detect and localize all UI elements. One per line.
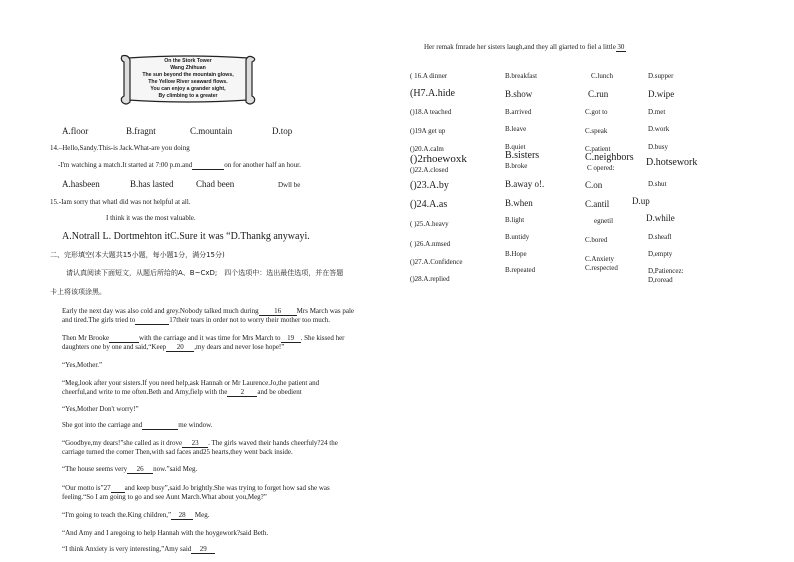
answer-22-q: ()22.A.closed xyxy=(410,166,449,174)
answer-24-b: B.when xyxy=(505,198,533,208)
q14-stem: 14.–Hello,Sandy.This-is Jack.What-are you doing xyxy=(50,144,190,152)
passage-line-15: “I'm going to teach the.King children,” 28 Meg. xyxy=(62,511,210,519)
answer-28-d2: D,roread xyxy=(648,276,673,284)
answer-19-q: ()19A get up xyxy=(410,127,446,135)
passage-line-13: “Our motto is”27 and keep busy”,said Jo brightly.She was trying to forget how sad she was xyxy=(62,484,330,492)
q14-option-b: B.has lasted xyxy=(130,179,174,189)
section2-instruction-1: 请认真阅读下面短文，从题后所给的A、B~CxD; 四个选项中：选出最佳选项，并在答题 xyxy=(66,269,344,277)
passage-line-12: “The house seems very 26 now.”said Meg. xyxy=(62,465,198,473)
q14-line2-text: -I'm watching a match.It started at 7:00 p.m.and xyxy=(58,161,193,169)
answer-23-d: D.shut xyxy=(648,180,667,188)
answer-25-c: egnetil xyxy=(594,217,614,225)
answer-18-q: ()18.A teached xyxy=(410,108,452,116)
answer-16-d: D.supper xyxy=(648,72,674,80)
answer-18-d: D.met xyxy=(648,108,666,116)
q15-line2: I think it was the most valuable. xyxy=(106,214,196,222)
q14-blank xyxy=(192,161,224,170)
answer-24-d: D.up xyxy=(632,196,650,206)
answer-25-d: D.while xyxy=(646,213,675,223)
blank-28: 28 xyxy=(171,511,193,520)
answer-17-c: C.run xyxy=(588,89,609,99)
answer-20-b: B.quiet xyxy=(505,143,526,151)
answer-16-b: B.breakfast xyxy=(505,72,538,80)
answer-17-q: (H7.A.hide xyxy=(410,88,455,99)
answer-25-b: B.light xyxy=(505,216,525,224)
q14-line2 xyxy=(58,161,301,170)
answer-27-c: C.Anxiety xyxy=(585,255,614,263)
passage-line-17: “I think Anxiety is very interesting,”Amy said 29 xyxy=(62,545,215,554)
answer-27-q: ()27.A.Confidence xyxy=(410,258,463,266)
answer-21-d: D.hotsework xyxy=(646,157,698,168)
poem-line-2: The Yellow River seaward flows. xyxy=(148,79,228,85)
q14-line2-end: on for another half an hour. xyxy=(224,161,301,169)
passage-line-16: “And Amy and I aregoing to help Hannah with the hoygework?said Beth. xyxy=(62,529,269,537)
q14-option-c: Chad been xyxy=(196,179,235,189)
answer-17-d: D.wipe xyxy=(648,89,675,99)
answer-26-d: D.sheafl xyxy=(648,233,672,241)
answer-28-b: B.repeated xyxy=(505,266,536,274)
answer-24-q: ()24.A.as xyxy=(410,199,448,210)
poem-line-1: The sun beyond the mountain glows, xyxy=(142,72,234,78)
answer-23-c: C.on xyxy=(585,180,603,190)
answer-19-d: D.work xyxy=(648,125,670,133)
answer-22-c: C opered: xyxy=(587,164,615,172)
answer-18-b: B.arrived xyxy=(505,108,532,116)
passage-line-2: and tired.The girls tried to 17their tears in order not to worry their mother too much. xyxy=(62,316,331,324)
answer-22-b: B.broke xyxy=(505,162,528,170)
q14-option-d: Dwll be xyxy=(278,181,301,189)
passage-line-5: “Yes,Mother.” xyxy=(62,361,103,369)
answer-24-c: C.antil xyxy=(585,199,610,209)
blank-23: 23 xyxy=(182,439,208,448)
passage-line-9: She got into the carriage and me window. xyxy=(62,421,213,429)
blank-21 xyxy=(142,421,178,430)
poem-title: On the Stork Tower xyxy=(164,58,212,64)
q13-option-a: A.floor xyxy=(62,126,89,136)
answer-25-q: ( )25.A.heavy xyxy=(410,220,449,228)
blank-26: 26 xyxy=(127,465,153,474)
answer-16-c: C.lunch xyxy=(591,72,613,80)
answer-27-d: D,empty xyxy=(648,250,673,258)
answer-23-b: B.away o!. xyxy=(505,179,545,189)
blank-18 xyxy=(109,334,139,343)
answer-26-b: B.untidy xyxy=(505,233,530,241)
blank-30: 30 xyxy=(617,43,625,51)
answer-26-q: ( )26.A.nmsed xyxy=(410,240,451,248)
answer-21-q: ()2rhoewoxk xyxy=(410,153,467,165)
passage-line-7: cheerful,and write to me often.Beth and Amy,fielp with the 2 and be obedient xyxy=(62,388,302,396)
blank-29: 29 xyxy=(191,545,215,554)
passage-line-3: Then Mr Brooke with the carriage and it was time for Mrs March to 19 . She kissed her xyxy=(62,334,345,342)
section2-title: 二、完形填空(本大题共15小题，每小题1分，满分15分) xyxy=(50,251,225,259)
passage-line-14: feeling.“So I am going to go and see Aunt March.What about you,Meg?” xyxy=(62,493,267,501)
q13-option-d: D.top xyxy=(272,126,293,136)
answer-19-c: C.speak xyxy=(585,127,608,135)
blank-16: 16 xyxy=(259,307,297,316)
answer-23-q: ()23.A.by xyxy=(410,180,449,191)
answer-19-b: B.leave xyxy=(505,125,527,133)
answer-20-q: ()20.A.calm xyxy=(410,145,444,153)
blank-20: 20 xyxy=(166,343,194,352)
answer-28-d: D,Patiencez: xyxy=(648,267,684,275)
q15-stem: 15.-Iam sorry that whatl did was not helpful at all. xyxy=(50,198,191,206)
blank-17 xyxy=(135,316,169,325)
right-top-line: Her remak fmrade her sisters laugh,and they all giarted to fiel a little 30 xyxy=(424,43,625,51)
answer-20-c: C.patient xyxy=(585,145,611,153)
q15-options: A.Notrall L. Dortmehton itC.Sure it was “D.Thankg anywayi. xyxy=(62,231,310,242)
answer-18-c: C.got to xyxy=(585,108,608,116)
section2-instruction-2: 卡上将该项涂黑。 xyxy=(50,288,106,296)
passage-line-11: carriage turned the comer Then,with sad faces and25 hearts,they went back inside. xyxy=(62,448,293,456)
poem-author: Wang Zhihuan xyxy=(170,65,206,71)
poem-scroll-image xyxy=(118,52,258,108)
poem-line-3: You can enjoy a grander sight, xyxy=(150,86,226,92)
blank-27 xyxy=(111,484,125,493)
answer-28-q: ()28.A.replied xyxy=(410,275,450,283)
answer-16-q: ( 16.A dinner xyxy=(410,72,448,80)
answer-20-d: D.busy xyxy=(648,143,669,151)
answer-28-c: C.respected xyxy=(585,264,618,272)
q14-option-a: A.hasbeen xyxy=(62,179,100,189)
q13-option-b: B.fragnt xyxy=(126,126,156,136)
answer-26-c: C.bored xyxy=(585,236,608,244)
q13-option-c: C.mountain xyxy=(190,126,233,136)
answer-17-b: B.show xyxy=(505,89,533,99)
passage-line-10: “Goodbye,my dears!”she called as it drove 23 . The girls waved their hands cheerfuly?24 the xyxy=(62,439,338,447)
poem-line-4: By climbing to a greater xyxy=(158,93,218,99)
answer-27-b: B.Hope xyxy=(505,250,527,258)
answer-21-c: C.neighbors xyxy=(585,152,634,163)
passage-line-8: “Yes,Mother Don't worry!” xyxy=(62,405,139,413)
answer-21-b: B.sisters xyxy=(505,150,540,161)
blank-19: 19 xyxy=(281,334,301,343)
passage-line-1: Early the next day was also cold and grey.Nobody talked much during 16 Mrs March was pale xyxy=(62,307,355,315)
passage-line-6: “Meg,look after your sisters.If you need help,ask Hannah or Mr Laurence.Jo,the patient and xyxy=(62,379,320,387)
passage-line-4: daughters one by one and said,“Keep 20 ,my dears and never lose hope!” xyxy=(62,343,285,351)
blank-22: 2 xyxy=(227,388,257,397)
